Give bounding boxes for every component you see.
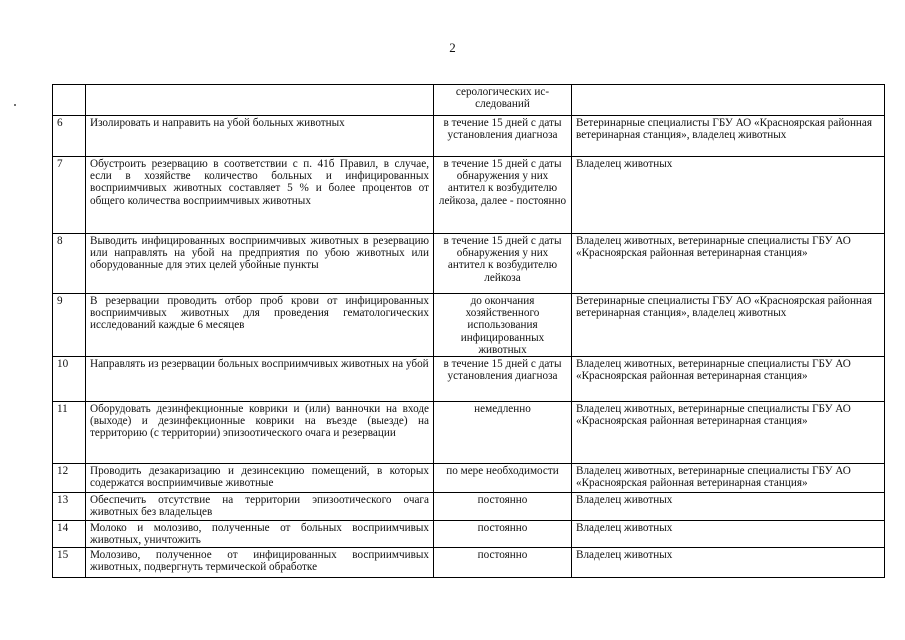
action-cell: Проводить дезакаризацию и дезинсекцию помещений, в которых содержатся восприимчивые животные: [86, 464, 434, 493]
action-cell: В резервации проводить отбор проб крови от инфицированных восприимчивых животных для проведения гематологических исследований каждые 6 месяцев: [86, 294, 434, 357]
table-row: [53, 521, 885, 548]
term-cell: в течение 15 дней с даты установления диагноза: [434, 357, 572, 402]
measures-table: [52, 84, 885, 578]
responsible-cell: Владелец животных: [572, 521, 885, 548]
table-row: [53, 85, 885, 116]
action-cell: Изолировать и направить на убой больных животных: [86, 116, 434, 157]
term-cell: до окончания хозяйственного использования инфицированных животных: [434, 294, 572, 357]
row-number: 15: [53, 548, 86, 578]
responsible-cell: Ветеринарные специалисты ГБУ АО «Красноярская районная ветеринарная станция», владелец животных: [572, 294, 885, 357]
table-row: [53, 357, 885, 402]
table-row: [53, 157, 885, 234]
table-row: [53, 493, 885, 521]
row-number: 9: [53, 294, 86, 357]
responsible-cell: Ветеринарные специалисты ГБУ АО «Красноярская районная ветеринарная станция», владелец животных: [572, 116, 885, 157]
table-row: [53, 402, 885, 464]
row-number: 7: [53, 157, 86, 234]
table-row: [53, 116, 885, 157]
row-number: [53, 85, 86, 116]
row-number: 12: [53, 464, 86, 493]
term-cell: серологических ис-следований: [434, 85, 572, 116]
action-cell: Обеспечить отсутствие на территории эпизоотического очага животных без владельцев: [86, 493, 434, 521]
action-cell: Выводить инфицированных восприимчивых животных в резервацию или направлять на убой на предприятия по убою животных или оборудованные для этих целей убойные пункты: [86, 234, 434, 294]
row-number: 10: [53, 357, 86, 402]
action-cell: Молоко и молозиво, полученные от больных восприимчивых животных, уничтожить: [86, 521, 434, 548]
table-row: [53, 464, 885, 493]
scan-mark: [14, 104, 16, 106]
responsible-cell: Владелец животных: [572, 548, 885, 578]
action-cell: Молозиво, полученное от инфицированных восприимчивых животных, подвергнуть термической обработке: [86, 548, 434, 578]
term-cell: постоянно: [434, 548, 572, 578]
responsible-cell: Владелец животных, ветеринарные специалисты ГБУ АО «Красноярская районная ветеринарная станция»: [572, 357, 885, 402]
term-cell: в течение 15 дней с даты обнаружения у них антител к возбудителю лейкоза: [434, 234, 572, 294]
responsible-cell: [572, 85, 885, 116]
row-number: 14: [53, 521, 86, 548]
row-number: 8: [53, 234, 86, 294]
term-cell: в течение 15 дней с даты установления диагноза: [434, 116, 572, 157]
responsible-cell: Владелец животных, ветеринарные специалисты ГБУ АО «Красноярская районная ветеринарная станция»: [572, 464, 885, 493]
responsible-cell: Владелец животных, ветеринарные специалисты ГБУ АО «Красноярская районная ветеринарная станция»: [572, 402, 885, 464]
term-cell: постоянно: [434, 493, 572, 521]
term-cell: в течение 15 дней с даты обнаружения у них антител к возбудителю лейкоза, далее - постоянно: [434, 157, 572, 234]
row-number: 13: [53, 493, 86, 521]
action-cell: Оборудовать дезинфекционные коврики и (или) ванночки на входе (выходе) и дезинфекционные коврики на въезде (выезде) на территорию (с территории) эпизоотического очага и резервации: [86, 402, 434, 464]
term-cell: немедленно: [434, 402, 572, 464]
table-row: [53, 234, 885, 294]
row-number: 11: [53, 402, 86, 464]
term-cell: по мере необходимости: [434, 464, 572, 493]
page-number: 2: [449, 40, 456, 55]
action-cell: Обустроить резервацию в соответствии с п. 41б Правил, в случае, если в хозяйстве количество больных и инфицированных восприимчивых животных составляет 5 % и более процентов от общего количества восприимчивых животных: [86, 157, 434, 234]
table-row: [53, 294, 885, 357]
responsible-cell: Владелец животных: [572, 157, 885, 234]
action-cell: [86, 85, 434, 116]
term-cell: постоянно: [434, 521, 572, 548]
responsible-cell: Владелец животных, ветеринарные специалисты ГБУ АО «Красноярская районная ветеринарная станция»: [572, 234, 885, 294]
row-number: 6: [53, 116, 86, 157]
action-cell: Направлять из резервации больных восприимчивых животных на убой: [86, 357, 434, 402]
table-row: [53, 548, 885, 578]
responsible-cell: Владелец животных: [572, 493, 885, 521]
